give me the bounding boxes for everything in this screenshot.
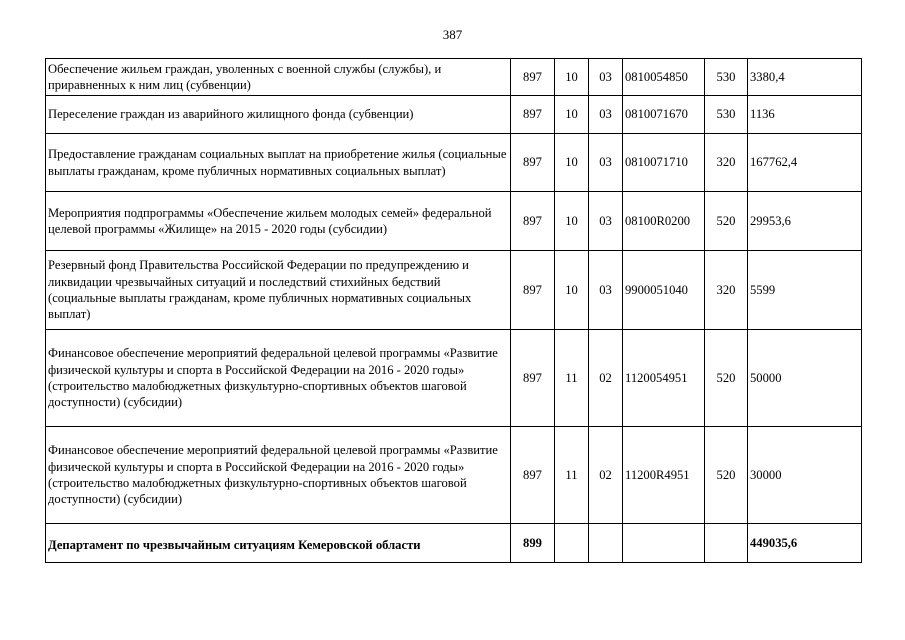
amount: 1136: [748, 96, 862, 134]
expense-type-code: 520: [705, 427, 748, 524]
target-article-code: 0810054850: [623, 59, 705, 96]
ministry-code: 897: [511, 96, 555, 134]
section-code: 10: [555, 251, 589, 330]
total-description: Департамент по чрезвычайным ситуациям Кемеровской области: [46, 524, 511, 563]
ministry-code: 897: [511, 192, 555, 251]
total-ministry-code: 899: [511, 524, 555, 563]
expense-type-code: 520: [705, 330, 748, 427]
ministry-code: 897: [511, 134, 555, 192]
table-row: [46, 59, 862, 96]
expense-type-code: 520: [705, 192, 748, 251]
expense-type-code: 530: [705, 59, 748, 96]
table-row: [46, 427, 862, 524]
target-article-code: 08100R0200: [623, 192, 705, 251]
empty-cell: [589, 524, 623, 563]
expense-type-code: 320: [705, 251, 748, 330]
row-description: Обеспечение жильем граждан, уволенных с военной службы (службы), и приравненных к ним лиц (субвенции): [46, 59, 511, 96]
table-row: [46, 251, 862, 330]
target-article-code: 11200R4951: [623, 427, 705, 524]
table-row: [46, 134, 862, 192]
amount: 50000: [748, 330, 862, 427]
subsection-code: 03: [589, 96, 623, 134]
section-code: 11: [555, 330, 589, 427]
section-code: 10: [555, 192, 589, 251]
ministry-code: 897: [511, 59, 555, 96]
empty-cell: [623, 524, 705, 563]
amount: 167762,4: [748, 134, 862, 192]
row-description: Мероприятия подпрограммы «Обеспечение жильем молодых семей» федеральной целевой программы «Жилище» на 2015 - 2020 годы (субсидии): [46, 192, 511, 251]
ministry-code: 897: [511, 330, 555, 427]
section-code: 10: [555, 96, 589, 134]
subsection-code: 03: [589, 192, 623, 251]
amount: 3380,4: [748, 59, 862, 96]
row-description: Финансовое обеспечение мероприятий федеральной целевой программы «Развитие физической культуры и спорта в Российской Федерации на 2016 - 2020 годы» (строительство малобюджетных физкультурно-спортивных объектов шаговой доступности) (субсидии): [46, 330, 511, 427]
amount: 30000: [748, 427, 862, 524]
section-code: 10: [555, 134, 589, 192]
subsection-code: 03: [589, 59, 623, 96]
page-number: 387: [442, 27, 463, 42]
amount: 29953,6: [748, 192, 862, 251]
expense-type-code: 530: [705, 96, 748, 134]
amount: 5599: [748, 251, 862, 330]
table-body: [46, 59, 862, 563]
table-row: [46, 96, 862, 134]
empty-cell: [705, 524, 748, 563]
section-code: 11: [555, 427, 589, 524]
ministry-code: 897: [511, 251, 555, 330]
ministry-code: 897: [511, 427, 555, 524]
target-article-code: 0810071670: [623, 96, 705, 134]
row-description: Финансовое обеспечение мероприятий федеральной целевой программы «Развитие физической культуры и спорта в Российской Федерации на 2016 - 2020 годы» (строительство малобюджетных физкультурно-спортивных объектов шаговой доступности) (субсидии): [46, 427, 511, 524]
table-row: [46, 192, 862, 251]
subsection-code: 02: [589, 427, 623, 524]
subsection-code: 03: [589, 134, 623, 192]
subsection-code: 02: [589, 330, 623, 427]
table-row: [46, 330, 862, 427]
row-description: Переселение граждан из аварийного жилищного фонда (субвенции): [46, 96, 511, 134]
target-article-code: 9900051040: [623, 251, 705, 330]
subsection-code: 03: [589, 251, 623, 330]
section-code: 10: [555, 59, 589, 96]
target-article-code: 0810071710: [623, 134, 705, 192]
empty-cell: [555, 524, 589, 563]
total-amount: 449035,6: [748, 524, 862, 563]
total-row: [46, 524, 862, 563]
expense-type-code: 320: [705, 134, 748, 192]
row-description: Резервный фонд Правительства Российской Федерации по предупреждению и ликвидации чрезвычайных ситуаций и последствий стихийных бедствий (социальные выплаты гражданам, кроме публичных нормативных социальных выплат): [46, 251, 511, 330]
target-article-code: 1120054951: [623, 330, 705, 427]
row-description: Предоставление гражданам социальных выплат на приобретение жилья (социальные выплаты гражданам, кроме публичных нормативных социальных выплат): [46, 134, 511, 192]
budget-table: [45, 58, 862, 563]
